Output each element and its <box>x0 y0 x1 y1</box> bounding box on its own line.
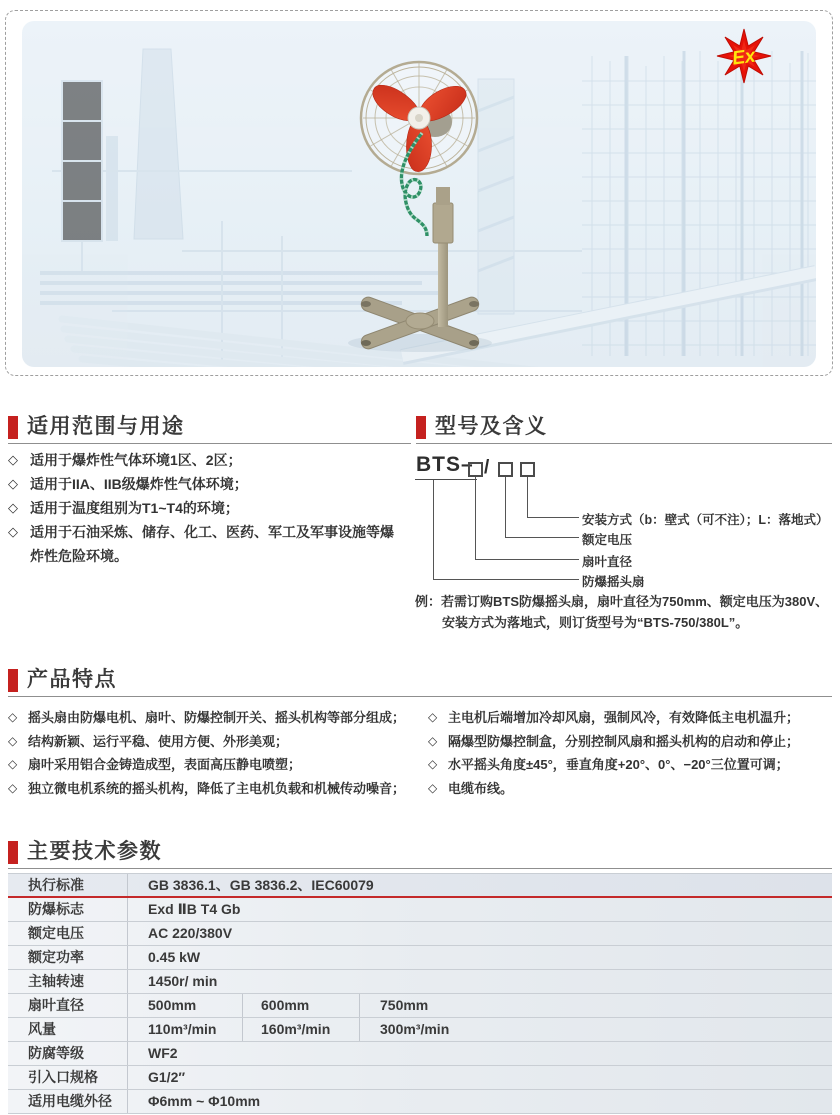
ordering-example-note <box>415 591 835 633</box>
scope-bullet-list <box>8 448 404 568</box>
row-value: Φ6mm ~ Φ10mm <box>148 1093 261 1109</box>
list-item <box>428 777 834 801</box>
diamond-bullet-icon: ◇ <box>8 452 18 467</box>
list-item <box>8 753 420 777</box>
table-row <box>8 946 832 970</box>
row-value: 300m³/min <box>380 1021 450 1037</box>
example-line: 安装方式为落地式，则订货型号为“BTS-750/380L”。 <box>442 615 749 630</box>
section-header-features <box>8 667 832 697</box>
diamond-bullet-icon: ◇ <box>8 780 18 795</box>
diamond-bullet-icon: ◇ <box>8 524 18 539</box>
table-row <box>8 970 832 994</box>
row-label: 防爆标志 <box>8 898 128 921</box>
section-header-model <box>416 414 832 444</box>
connector-line <box>527 477 579 518</box>
diamond-bullet-icon: ◇ <box>428 757 438 771</box>
diamond-bullet-icon: ◇ <box>8 733 18 748</box>
section-accent-bar <box>8 841 18 864</box>
section-title: 型号及含义 <box>435 415 548 438</box>
row-value: Exd ⅡB T4 Gb <box>148 901 241 917</box>
product-photo <box>22 21 816 367</box>
table-row <box>8 1066 832 1090</box>
diamond-bullet-icon: ◇ <box>8 710 18 724</box>
table-row <box>8 994 832 1018</box>
row-value: 160m³/min <box>243 1018 360 1041</box>
features-left-column <box>8 706 420 800</box>
model-label-mounting: 安装方式（b：壁式（可不注）；L：落地式） <box>582 513 829 527</box>
model-code-prefix: BTS– <box>415 452 477 480</box>
list-item <box>428 730 834 754</box>
ex-badge-text: Ex <box>730 45 757 70</box>
table-row <box>8 1042 832 1066</box>
model-label-fan-type: 防爆摇头扇 <box>582 575 645 589</box>
table-row <box>8 922 832 946</box>
row-label: 防腐等级 <box>8 1042 128 1065</box>
row-label: 适用电缆外径 <box>8 1090 128 1113</box>
model-label-diameter: 扇叶直径 <box>582 555 633 569</box>
section-title: 产品特点 <box>27 668 117 691</box>
bullet-text: 适用于爆炸性气体环境1区、2区； <box>30 452 242 468</box>
list-item <box>8 706 420 730</box>
section-accent-bar <box>8 669 18 692</box>
model-label-voltage: 额定电压 <box>582 533 633 547</box>
model-code-diagram <box>415 452 835 602</box>
bullet-text: 扇叶采用铝合金铸造成型，表面高压静电喷塑； <box>28 757 302 772</box>
row-label: 额定电压 <box>8 922 128 945</box>
diamond-bullet-icon: ◇ <box>428 733 438 748</box>
bullet-text: 独立微电机系统的摇头机构，降低了主电机负载和机械传动噪音； <box>28 780 406 796</box>
diamond-bullet-icon: ◇ <box>8 757 18 771</box>
row-value: G1/2″ <box>148 1069 186 1085</box>
row-value: 500mm <box>128 994 243 1017</box>
diamond-bullet-icon: ◇ <box>428 780 438 795</box>
list-item <box>428 706 834 730</box>
list-item <box>8 496 404 520</box>
list-item <box>8 472 404 496</box>
bullet-text: 水平摇头角度±45°，垂直角度+20°、0°、−20°三位置可调； <box>448 757 789 772</box>
list-item <box>8 730 420 754</box>
section-title: 主要技术参数 <box>27 840 162 863</box>
list-item <box>8 448 404 472</box>
model-placeholder-box <box>520 462 535 477</box>
list-item <box>428 753 834 777</box>
row-label: 额定功率 <box>8 946 128 969</box>
row-value: 600mm <box>243 994 360 1017</box>
bullet-text: 适用于温度组别为T1~T4的环境； <box>30 500 239 516</box>
diamond-bullet-icon: ◇ <box>8 476 18 491</box>
row-value: 1450r/ min <box>148 973 218 989</box>
row-value: GB 3836.1、GB 3836.2、IEC60079 <box>148 877 374 893</box>
list-item <box>8 520 404 568</box>
model-placeholder-box <box>498 462 513 477</box>
spec-table <box>8 873 832 1114</box>
row-label: 引入口规格 <box>8 1066 128 1089</box>
list-item <box>8 777 420 801</box>
row-value: AC 220/380V <box>148 925 233 941</box>
bullet-text: 隔爆型防爆控制盒，分别控制风扇和摇头机构的启动和停止； <box>448 733 800 749</box>
row-value: 0.45 kW <box>148 949 201 965</box>
example-line: 例：若需订购BTS防爆摇头扇，扇叶直径为750mm、额定电压为380V、 <box>415 594 829 609</box>
bullet-text: 摇头扇由防爆电机、扇叶、防爆控制开关、摇头机构等部分组成； <box>28 710 406 725</box>
bullet-text: 主电机后端增加冷却风扇，强制风冷，有效降低主电机温升； <box>448 710 800 725</box>
model-placeholder-box <box>468 462 483 477</box>
bullet-text: 结构新颖、运行平稳、使用方便、外形美观； <box>28 733 289 749</box>
section-header-specs <box>8 839 832 869</box>
diamond-bullet-icon: ◇ <box>428 710 438 724</box>
bullet-text: 适用于石油采炼、储存、化工、医药、军工及军事设施等爆炸性危险环境。 <box>30 524 394 564</box>
section-header-scope <box>8 414 411 444</box>
ex-starburst-icon <box>717 29 771 83</box>
table-row <box>8 874 832 898</box>
table-row <box>8 898 832 922</box>
bullet-text: 电缆布线。 <box>448 780 514 796</box>
row-label: 主轴转速 <box>8 970 128 993</box>
row-value: WF2 <box>148 1045 178 1061</box>
table-row <box>8 1018 832 1042</box>
model-code-slash: / <box>484 457 490 478</box>
diamond-bullet-icon: ◇ <box>8 500 18 515</box>
features-right-column <box>428 706 834 800</box>
section-accent-bar <box>8 416 18 439</box>
row-value: 110m³/min <box>128 1018 243 1041</box>
section-accent-bar <box>416 416 426 439</box>
row-label: 风量 <box>8 1018 128 1041</box>
industrial-plant-illustration <box>22 21 816 367</box>
row-value: 750mm <box>380 997 429 1013</box>
row-label: 扇叶直径 <box>8 994 128 1017</box>
table-row <box>8 1090 832 1114</box>
bullet-text: 适用于IIA、IIB级爆炸性气体环境； <box>30 476 248 492</box>
section-title: 适用范围与用途 <box>27 415 185 438</box>
row-label: 执行标准 <box>8 874 128 896</box>
